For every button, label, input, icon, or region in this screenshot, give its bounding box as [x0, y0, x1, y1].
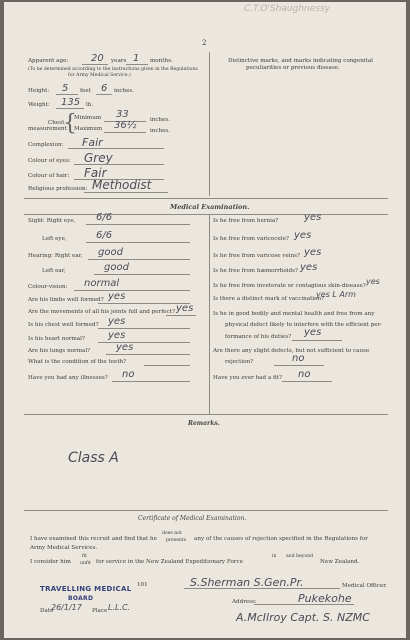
religion-label: Religious profession: — [28, 186, 88, 192]
column-divider — [209, 214, 210, 414]
medical-officer-label: Medical Officer. — [342, 583, 388, 589]
exam-left-question: Have you had any illnesses? — [28, 375, 108, 381]
exam-left-answer: normal — [84, 278, 120, 289]
chest-maximum-value: 36½ — [114, 120, 137, 131]
exam-left-question: Is his heart normal? — [28, 336, 85, 342]
exam-right-question: Is he free from inveterate or contagious skin-disease? — [213, 283, 366, 289]
exam-left-question: Hearing: Right ear, — [28, 253, 83, 259]
exam-right-answer: yes L Arm — [316, 290, 356, 299]
height-label: Height: — [28, 88, 50, 94]
fits-question: Have you ever had a fit? — [213, 375, 282, 381]
rule — [74, 290, 190, 291]
rule — [86, 224, 190, 225]
fitness-question-line3: formance of his duties? — [225, 334, 292, 340]
exam-right-answer: yes — [294, 230, 312, 241]
chest-measurement-label: measurement — [28, 126, 67, 132]
rule — [88, 259, 190, 260]
certificate-line2-a: I consider him — [30, 559, 71, 565]
exam-left-answer: yes — [116, 342, 134, 353]
chest-inches-label-2: inches. — [150, 128, 171, 134]
rule — [104, 132, 146, 133]
certificate-fit: fit — [82, 554, 87, 559]
exam-left-answer: yes — [176, 303, 194, 314]
exam-left-question: Are his limbs well formed? — [28, 297, 104, 303]
exam-left-question: Are the movements of all his joints full and perfect? — [28, 309, 175, 315]
certificate-line2-c: New Zealand. — [320, 559, 360, 565]
exam-left-answer: no — [122, 369, 135, 380]
rule — [274, 365, 324, 366]
religion-value: Methodist — [92, 178, 152, 192]
document-page — [4, 2, 406, 638]
exam-left-answer: 6/6 — [96, 230, 113, 241]
second-signature: A.McIlroy Capt. S. NZMC — [236, 611, 370, 624]
height-feet-value: 5 — [62, 83, 69, 94]
rule — [82, 64, 108, 65]
address-label: Address: — [232, 599, 257, 605]
stamp-number: 101 — [137, 582, 148, 588]
exam-left-question: Left ear, — [42, 268, 66, 274]
height-inches-value: 6 — [101, 83, 108, 94]
remarks-heading: Remarks. — [188, 420, 220, 427]
weight-unit: lb. — [86, 102, 94, 108]
exam-right-answer: yes — [366, 277, 380, 286]
exam-left-question: Is his chest well formed? — [28, 322, 99, 328]
section-rule — [24, 214, 388, 215]
rule — [166, 315, 196, 316]
rule — [68, 148, 164, 149]
certificate-heading: Certificate of Medical Examination. — [138, 515, 247, 522]
exam-right-answer: yes — [300, 262, 318, 273]
column-divider — [209, 52, 210, 196]
slight-defects-answer: no — [292, 353, 305, 364]
address-value: Pukekohe — [298, 592, 352, 605]
fits-answer: no — [298, 369, 311, 380]
exam-left-answer: good — [98, 247, 123, 258]
rule — [56, 108, 84, 109]
rule — [96, 94, 112, 95]
rule — [74, 164, 164, 165]
certificate-in: in — [272, 554, 277, 559]
eyes-value: Grey — [84, 151, 113, 165]
stamp-line1: TRAVELLING MEDICAL — [40, 585, 132, 593]
exam-right-question: Is he free from varicose veins? — [213, 253, 301, 259]
complexion-value: Fair — [82, 136, 103, 149]
exam-left-question: Sight: Right eye, — [28, 218, 76, 224]
page-number: 2 — [202, 39, 207, 47]
certificate-does-not: does not — [162, 531, 182, 536]
certificate-line1-a: I have examined this recruit and find that he — [30, 536, 157, 542]
fitness-question-line2: physical defect likely to interfere with the efficient per- — [225, 322, 383, 328]
faint-header-text: C.T.O'Shaughnessy — [244, 4, 330, 14]
rule — [106, 354, 190, 355]
rule — [98, 328, 190, 329]
place-label: Place — [92, 608, 108, 614]
rule — [94, 274, 190, 275]
exam-left-answer: 6/6 — [96, 212, 113, 223]
rule — [184, 588, 340, 589]
rule — [144, 365, 190, 366]
medical-exam-heading: Medical Examination. — [170, 203, 250, 211]
rule — [282, 381, 332, 382]
slight-defects-line1: Are there any slight defects, but not sufficient to cause — [213, 348, 370, 354]
inches-label: inches. — [114, 88, 135, 94]
exam-left-answer: yes — [108, 316, 126, 327]
chest-maximum-label: Maximum — [74, 126, 103, 132]
rule — [98, 342, 190, 343]
chest-inches-label-1: inches. — [150, 117, 171, 123]
stamp-line2: BOARD — [68, 595, 94, 602]
apparent-age-years: 20 — [91, 53, 104, 64]
feet-label: feet — [80, 88, 91, 94]
certificate-unfit: unfit — [80, 561, 91, 566]
certificate-presents: presents — [166, 538, 187, 543]
date-value: 26/1/17 — [51, 603, 82, 612]
exam-right-question: Is there a distinct mark of vaccination? — [213, 296, 325, 302]
apparent-age-label: Apparent age: — [28, 58, 69, 64]
certificate-and-beyond: and beyond — [286, 554, 314, 559]
exam-left-question: What is the condition of the teeth? — [28, 359, 127, 365]
rule — [292, 340, 342, 341]
rule — [254, 604, 354, 605]
rule — [112, 381, 190, 382]
distinctive-marks-heading-1: Distinctive marks, and marks indicating congenital — [228, 58, 373, 64]
months-label: months. — [150, 58, 173, 64]
chest-minimum-value: 33 — [116, 109, 129, 120]
complexion-label: Complexion: — [28, 142, 64, 148]
age-note-line2: for Army Medical Service.) — [68, 73, 131, 78]
age-note-line1: (To be determined according to the instructions given in the Regulations — [28, 67, 198, 72]
medical-officer-signature: S.Sherman S.Gen.Pr. — [190, 576, 304, 589]
fitness-question-line1: Is he in good bodily and mental health and free from any — [213, 311, 375, 317]
exam-left-question: Are his lungs normal? — [28, 348, 91, 354]
rule — [84, 192, 168, 193]
eyes-label: Colour of eyes: — [28, 158, 71, 164]
certificate-line1-b: any of the causes of rejection specified in the Regulations for — [194, 536, 368, 542]
exam-right-answer: yes — [304, 247, 322, 258]
exam-left-question: Left eye, — [42, 236, 67, 242]
exam-left-answer: yes — [108, 291, 126, 302]
exam-left-question: Colour-vision: — [28, 284, 68, 290]
exam-left-answer: yes — [108, 330, 126, 341]
section-rule — [24, 198, 388, 199]
brace-icon: { — [63, 111, 77, 136]
date-label: Date — [40, 608, 54, 614]
exam-right-answer: yes — [304, 212, 322, 223]
rule — [86, 242, 190, 243]
distinctive-marks-heading-2: peculiarities or previous disease. — [246, 65, 340, 71]
chest-minimum-label: Minimum — [74, 115, 102, 121]
exam-right-question: Is he free from hæmorrhoids? — [213, 268, 298, 274]
apparent-age-months: 1 — [133, 53, 140, 64]
remarks-value: Class A — [68, 450, 119, 466]
section-rule — [24, 510, 388, 511]
place-value: L.L.C. — [108, 603, 131, 612]
hair-label: Colour of hair: — [28, 173, 70, 179]
hair-value: Fair — [84, 166, 107, 180]
exam-right-question: Is he free from varicocele? — [213, 236, 289, 242]
weight-value: 135 — [61, 97, 81, 108]
certificate-line1-c: Army Medical Services. — [30, 545, 98, 551]
rule — [126, 64, 148, 65]
exam-left-answer: good — [104, 262, 129, 273]
chest-label: Chest — [48, 120, 65, 126]
certificate-line2-b: for service in the New Zealand Expeditionary Force — [96, 559, 243, 565]
years-label: years — [111, 58, 127, 64]
fitness-answer: yes — [304, 327, 322, 338]
slight-defects-line2: rejection? — [225, 359, 254, 365]
rule — [56, 94, 78, 95]
section-rule — [24, 414, 388, 415]
exam-right-question: Is he free from hernia? — [213, 218, 279, 224]
weight-label: Weight: — [28, 102, 50, 108]
